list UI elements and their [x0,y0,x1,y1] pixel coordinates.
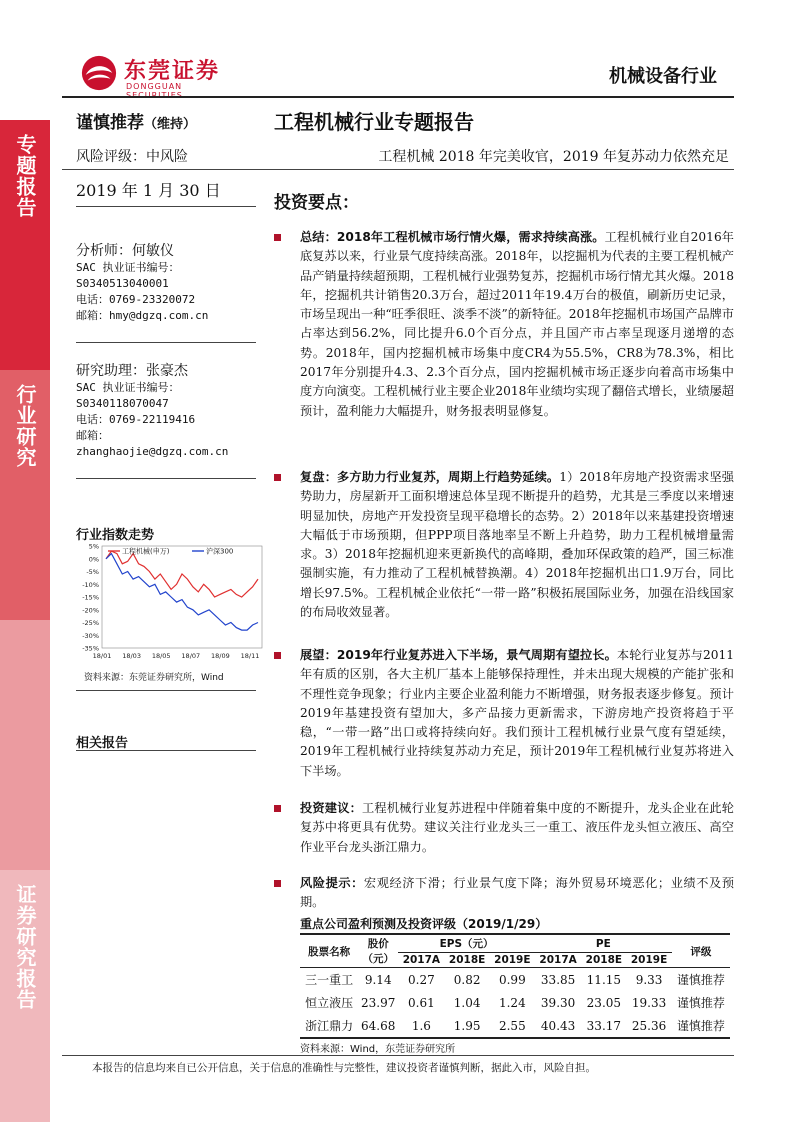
assistant-sac-no: S0340118070047 [76,397,169,410]
y-tick-label: 0% [88,555,99,564]
cell-price: 64.68 [361,1018,396,1033]
y-tick-label: -15% [82,593,99,602]
bullet-square-icon [274,880,281,887]
report-date: 2019 年 1 月 30 日 [76,181,221,200]
chart-frame [102,546,262,648]
cell-name: 恒立液压 [305,996,354,1010]
assistant-name: 研究助理：张豪杰 [76,363,188,379]
key-point-risk [274,874,734,913]
col-header-price: 股价（元） [362,938,394,965]
cell-pe: 33.17 [586,1018,622,1033]
header-divider [62,96,734,98]
x-tick-label: 18/03 [122,652,141,660]
y-tick-label: 5% [88,542,99,551]
table-row [300,968,730,992]
col-header-year: 2019E [494,954,531,966]
subtitle-divider [62,169,734,170]
assistant-email-label: 邮箱： [76,429,109,442]
cell-eps: 1.6 [411,1018,431,1033]
sidebar-section-industry: 行业研究 [0,370,50,620]
report-subtitle: 工程机械 2018 年完美收官，2019 年复苏动力依然充足 [378,149,729,165]
rating-note: （维持） [144,117,197,132]
col-header-year: 2018E [585,954,623,966]
series-line-hs300 [106,554,258,631]
key-point-text: 1）2018年房地产投资需求坚强势助力，房屋新开工面积增速总体呈现不断提升的趋势，尤其是三季度以来增速明显加快，房地产开发投资呈现平稳增长的态势。2）2018年以来基建投资增速大幅低于市场预期，但PPP项目落地率呈不断上升趋势，助力工程机械增量需求。3）2018年挖掘机迎来更新换代的高峰期，叠加环保政策的趋严，国三标准强制实施，有力推动了工程机械替换潮。4）2018年挖掘机出口1.9万台，同比增长97.5%。工程机械企业依托“一带一路”积极拓展国际业务，加强在沿线国家的布局收效显著。 [300,470,734,620]
legend-label: 沪深300 [206,547,234,556]
cell-eps: 1.24 [498,995,526,1010]
logo-icon [80,54,118,92]
col-header-year: 2018E [448,954,486,966]
cell-pe: 39.30 [540,995,576,1010]
cell-eps: 1.95 [453,1018,481,1033]
cell-name: 浙江鼎力 [305,1019,354,1033]
company-logo [80,50,240,100]
key-point-lead: 投资建议： [300,801,363,815]
assistant-phone: 电话：0769-22119416 [76,413,196,426]
index-chart-title: 行业指数走势 [76,528,155,543]
footer-divider [62,1055,734,1056]
assistant-divider [76,478,256,479]
y-tick-label: -10% [82,580,99,589]
x-tick-label: 18/05 [151,652,171,660]
x-tick-label: 18/07 [181,652,201,660]
assistant-sac-label: SAC 执业证书编号： [76,381,180,394]
cell-price: 23.97 [361,995,396,1010]
cell-name: 三一重工 [305,973,354,987]
cell-pe: 25.36 [631,1018,667,1033]
analyst-card [76,242,208,324]
logo-text-en: DONGGUAN SECURITIES [126,82,183,100]
related-divider [76,750,256,751]
cell-price: 9.14 [364,972,392,987]
bullet-square-icon [274,474,281,481]
col-header-rating: 评级 [690,945,712,958]
cell-pe: 19.33 [631,995,667,1010]
table-row [300,1014,730,1038]
cell-eps: 0.99 [498,972,526,987]
y-tick-label: -5% [86,568,99,576]
sidebar-section-special: 专题报告 [0,120,50,370]
industry-tag: 机械设备行业 [609,66,717,87]
col-header-eps: EPS（元） [398,934,535,953]
date-divider [76,206,256,207]
y-tick-label: -30% [82,631,99,640]
report-title: 工程机械行业专题报告 [274,110,474,134]
key-points-heading: 投资要点： [274,193,359,213]
forecast-table [300,933,730,1039]
rating-value: 谨慎推荐 [76,113,144,133]
key-point-text: 工程机械行业复苏进程中伴随着集中度的不断提升，龙头企业在此轮复苏中将更具有优势。建议关注行业龙头三一重工、液压件龙头恒立液压、高空作业平台龙头浙江鼎力。 [300,801,734,854]
cell-pe: 11.15 [586,972,622,987]
index-chart [76,540,268,666]
index-chart-source: 资料来源：东莞证券研究所，Wind [84,673,224,683]
analyst-phone: 电话：0769-23320072 [76,293,196,306]
disclaimer: 本报告的信息均来自已公开信息，关于信息的准确性与完整性，建议投资者谨慎判断，据此入市，风险自担。 [92,1062,596,1074]
sidebar-section-blank [0,620,50,870]
key-point-text: 宏观经济下滑；行业景气度下降；海外贸易环境恶化；业绩不及预期。 [300,876,735,910]
related-reports-heading: 相关报告 [76,736,129,751]
cell-eps: 0.82 [453,972,481,987]
cell-pe: 23.05 [586,995,622,1010]
cell-rating: 谨慎推荐 [676,973,725,987]
cell-eps: 1.04 [453,995,481,1010]
cell-eps: 0.27 [408,972,435,987]
key-point-text: 本轮行业复苏与2011年有质的区别，各大主机厂基本上能够保持理性，并未出现大规模的产能扩张和不理性竞争现象；行业内主要企业盈利能力不断增强，财务报表逐步修复。预计2019年基建投资有望加大，多产品接力更新需求，下游房地产投资将趋于平稳，“一带一路”出口或将持续向好。我们预计工程机械行业景气度有望延续，2019年工程机械行业持续复苏动力充足，预计2019年工程机械行业复苏将进入下半场。 [300,648,734,778]
cell-pe: 9.33 [635,972,663,987]
key-point-text: 工程机械行业自2016年底复苏以来，行业景气度持续高涨。2018年，以挖掘机为代表的主要工程机械产品产销量持续超预期，工程机械行业强势复苏，挖掘机市场行情尤其火爆。2018年，挖掘机共计销售20.3万台，超过2011年19.4万台的极值，刷新历史记录，市场呈现出一种“旺季很旺、淡季不淡”的新特征。2018年挖掘机市场国产品牌市占率达到56.2%，同比提升6.0个百分点，并且国产市占率呈现逐月递增的态势。2018年，国内挖掘机械市场集中度CR4为55.5%，CR8为78.3%，相比2017年分别提升4.3、2.3个百分点，国内挖掘机械市场正逐步向着高市场集中度方向演变。工程机械行业主要企业2018年业绩均实现了翻倍式增长，业绩屡超预计，盈利能力大幅提升，财务报表明显修复。 [300,230,734,418]
cell-rating: 谨慎推荐 [676,1019,725,1033]
assistant-email[interactable]: zhanghaojie@dgzq.com.cn [76,445,229,458]
x-tick-label: 18/01 [92,652,112,660]
key-point-lead: 展望：2019年行业复苏进入下半场，景气周期有望拉长。 [300,648,617,662]
col-header-pe: PE [535,934,672,953]
logo-text-cn: 东莞证券 [124,58,221,84]
bullet-square-icon [274,234,281,241]
key-point-lead: 风险提示： [300,876,364,890]
y-tick-label: -35% [82,644,99,653]
y-tick-label: -20% [82,606,99,615]
analyst-name: 分析师：何敏仪 [76,243,174,259]
col-header-year: 2019E [630,954,668,966]
key-point-lead: 总结：2018年工程机械市场行情火爆，需求持续高涨。 [300,230,605,244]
cell-pe: 40.43 [540,1018,576,1033]
analyst-sac-label: SAC 执业证书编号： [76,261,180,274]
legend-label: 工程机械(申万) [122,547,170,556]
key-point-review [274,468,734,622]
assistant-card [76,362,228,460]
cell-eps: 0.61 [408,995,435,1010]
col-header-year: 2017A [402,954,441,966]
key-point-lead: 复盘：多方助力行业复苏，周期上行趋势延续。 [300,470,560,484]
table-row [300,991,730,1014]
cell-eps: 2.55 [498,1018,526,1033]
cell-pe: 33.85 [540,972,576,987]
analyst-sac-no: S0340513040001 [76,277,169,290]
risk-level: 风险评级：中风险 [76,149,188,165]
forecast-table-title: 重点公司盈利预测及投资评级（2019/1/29） [300,917,548,931]
analyst-email[interactable]: 邮箱：hmy@dgzq.com.cn [76,309,209,322]
sidebar [0,120,50,1122]
bullet-square-icon [274,805,281,812]
x-tick-label: 18/09 [211,652,230,660]
investment-rating [76,108,196,133]
key-point-advice [274,799,734,857]
bullet-square-icon [274,652,281,659]
sidebar-section-securities: 证券研究报告 [0,870,50,1122]
y-tick-label: -25% [82,619,99,627]
key-point-summary [274,228,734,421]
col-header-year: 2017A [539,954,577,966]
analyst-divider [76,342,256,343]
chart-divider [76,690,256,691]
key-point-outlook [274,646,734,781]
col-header-name: 股票名称 [308,945,351,958]
cell-rating: 谨慎推荐 [676,996,725,1010]
forecast-table-source: 资料来源：Wind，东莞证券研究所 [300,1044,456,1055]
x-tick-label: 18/11 [240,652,260,660]
index-chart-svg [76,540,268,666]
